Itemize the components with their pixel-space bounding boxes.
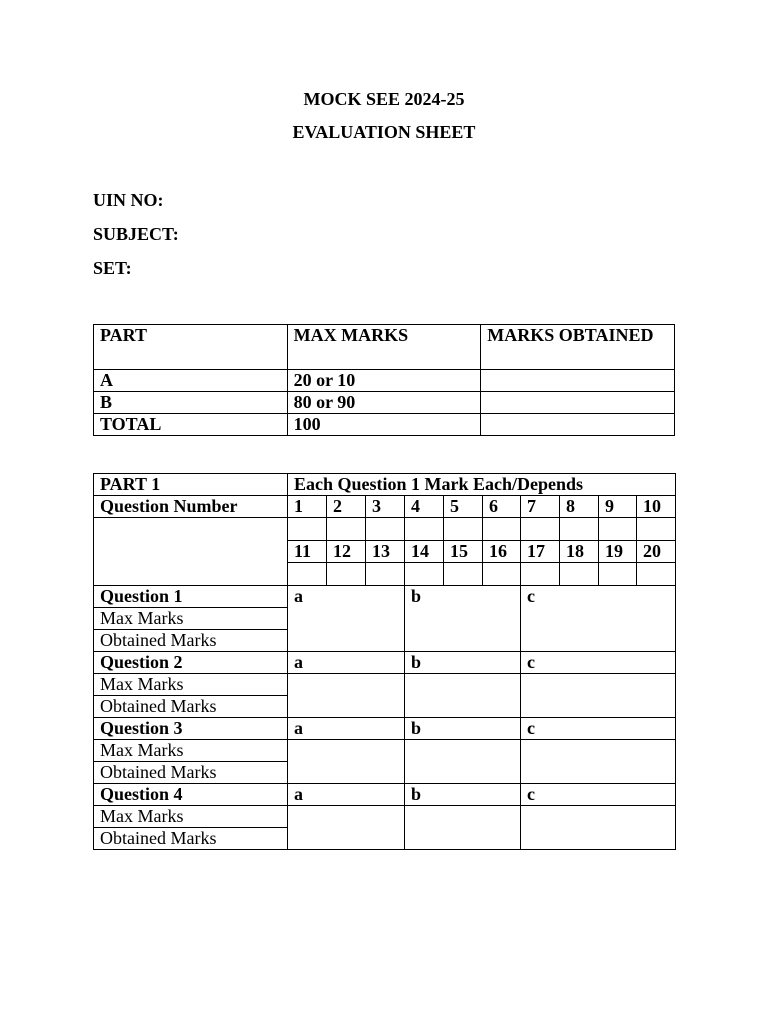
question-label: Question 4	[94, 784, 288, 806]
subpart-b-marks[interactable]	[405, 740, 521, 784]
subpart-b-marks[interactable]	[405, 806, 521, 850]
obtained-cell[interactable]	[481, 370, 675, 392]
obtained-marks-label: Obtained Marks	[94, 630, 288, 652]
subpart-a-cell: a	[288, 652, 405, 674]
question-number: 10	[637, 496, 676, 518]
subpart-c-marks[interactable]	[521, 740, 676, 784]
question-number: 3	[366, 496, 405, 518]
part-cell: A	[94, 370, 288, 392]
answer-cell[interactable]	[483, 518, 521, 541]
header-part: PART	[94, 325, 288, 370]
answer-cell[interactable]	[521, 518, 560, 541]
blank-label-cell	[94, 518, 288, 586]
subpart-a-marks[interactable]	[288, 740, 405, 784]
part-cell: B	[94, 392, 288, 414]
answer-cell[interactable]	[405, 563, 444, 586]
answer-cell[interactable]	[444, 563, 483, 586]
question-number: 1	[288, 496, 327, 518]
subpart-a-cell[interactable]: a	[288, 586, 405, 652]
max-marks-label: Max Marks	[94, 608, 288, 630]
uin-field-label: UIN NO:	[93, 190, 164, 210]
part1-description: Each Question 1 Mark Each/Depends	[288, 474, 676, 496]
max-marks-row	[94, 740, 676, 762]
answer-cell[interactable]	[327, 563, 366, 586]
question-number: 7	[521, 496, 560, 518]
subpart-c-marks[interactable]	[521, 674, 676, 718]
max-cell: 80 or 90	[287, 392, 481, 414]
max-marks-label: Max Marks	[94, 674, 288, 696]
question-row	[94, 784, 676, 806]
marks-summary-table	[93, 324, 675, 436]
question-row	[94, 718, 676, 740]
question-number: 5	[444, 496, 483, 518]
answer-cell[interactable]	[366, 563, 405, 586]
subpart-a-cell: a	[288, 718, 405, 740]
subpart-c-marks[interactable]	[521, 806, 676, 850]
header-marks-obtained: MARKS OBTAINED	[481, 325, 675, 370]
question-number: 13	[366, 541, 405, 563]
subpart-c-cell[interactable]: c	[521, 586, 676, 652]
question-number: 12	[327, 541, 366, 563]
subpart-b-cell: b	[405, 784, 521, 806]
obtained-marks-label: Obtained Marks	[94, 762, 288, 784]
max-marks-label: Max Marks	[94, 740, 288, 762]
subpart-b-marks[interactable]	[405, 674, 521, 718]
question-label: Question 2	[94, 652, 288, 674]
max-marks-row	[94, 806, 676, 828]
subpart-b-cell: b	[405, 718, 521, 740]
obtained-cell[interactable]	[481, 392, 675, 414]
question-number: 14	[405, 541, 444, 563]
table-row	[94, 392, 675, 414]
subpart-b-cell: b	[405, 652, 521, 674]
subject-field-label: SUBJECT:	[93, 224, 179, 244]
question-row	[94, 586, 676, 608]
part1-table	[93, 473, 676, 850]
max-cell: 20 or 10	[287, 370, 481, 392]
question-number: 11	[288, 541, 327, 563]
subpart-a-cell: a	[288, 784, 405, 806]
subpart-b-cell[interactable]: b	[405, 586, 521, 652]
question-number: 2	[327, 496, 366, 518]
answer-cell[interactable]	[444, 518, 483, 541]
answer-cell[interactable]	[637, 518, 676, 541]
answer-cell[interactable]	[405, 518, 444, 541]
answer-cell[interactable]	[599, 563, 637, 586]
answer-cell[interactable]	[288, 518, 327, 541]
table-row	[94, 414, 675, 436]
set-field-label: SET:	[93, 258, 132, 278]
answer-cell[interactable]	[521, 563, 560, 586]
header-max-marks: MAX MARKS	[287, 325, 481, 370]
answer-row	[94, 518, 676, 541]
answer-cell[interactable]	[288, 563, 327, 586]
question-number: 20	[637, 541, 676, 563]
answer-cell[interactable]	[327, 518, 366, 541]
answer-cell[interactable]	[560, 563, 599, 586]
answer-cell[interactable]	[483, 563, 521, 586]
question-number: 15	[444, 541, 483, 563]
answer-cell[interactable]	[599, 518, 637, 541]
question-number: 17	[521, 541, 560, 563]
obtained-cell[interactable]	[481, 414, 675, 436]
question-label: Question 3	[94, 718, 288, 740]
question-label: Question 1	[94, 586, 288, 608]
question-number: 4	[405, 496, 444, 518]
table-header-row	[94, 325, 675, 370]
max-cell: 100	[287, 414, 481, 436]
answer-cell[interactable]	[366, 518, 405, 541]
max-marks-label: Max Marks	[94, 806, 288, 828]
question-number: 8	[560, 496, 599, 518]
question-number: 16	[483, 541, 521, 563]
question-number-label: Question Number	[94, 496, 288, 518]
subpart-c-cell: c	[521, 784, 676, 806]
part1-label: PART 1	[94, 474, 288, 496]
subpart-c-cell: c	[521, 718, 676, 740]
page-subtitle: EVALUATION SHEET	[292, 122, 476, 142]
answer-cell[interactable]	[637, 563, 676, 586]
question-number: 6	[483, 496, 521, 518]
answer-cell[interactable]	[560, 518, 599, 541]
table-row	[94, 370, 675, 392]
question-number: 18	[560, 541, 599, 563]
part-cell: TOTAL	[94, 414, 288, 436]
subpart-c-cell: c	[521, 652, 676, 674]
max-marks-row	[94, 674, 676, 696]
question-row	[94, 652, 676, 674]
part1-header-row	[94, 474, 676, 496]
question-number: 19	[599, 541, 637, 563]
obtained-marks-label: Obtained Marks	[94, 696, 288, 718]
subpart-a-marks[interactable]	[288, 674, 405, 718]
question-number: 9	[599, 496, 637, 518]
subpart-a-marks[interactable]	[288, 806, 405, 850]
question-number-row	[94, 496, 676, 518]
obtained-marks-label: Obtained Marks	[94, 828, 288, 850]
page-title: MOCK SEE 2024-25	[303, 89, 465, 109]
